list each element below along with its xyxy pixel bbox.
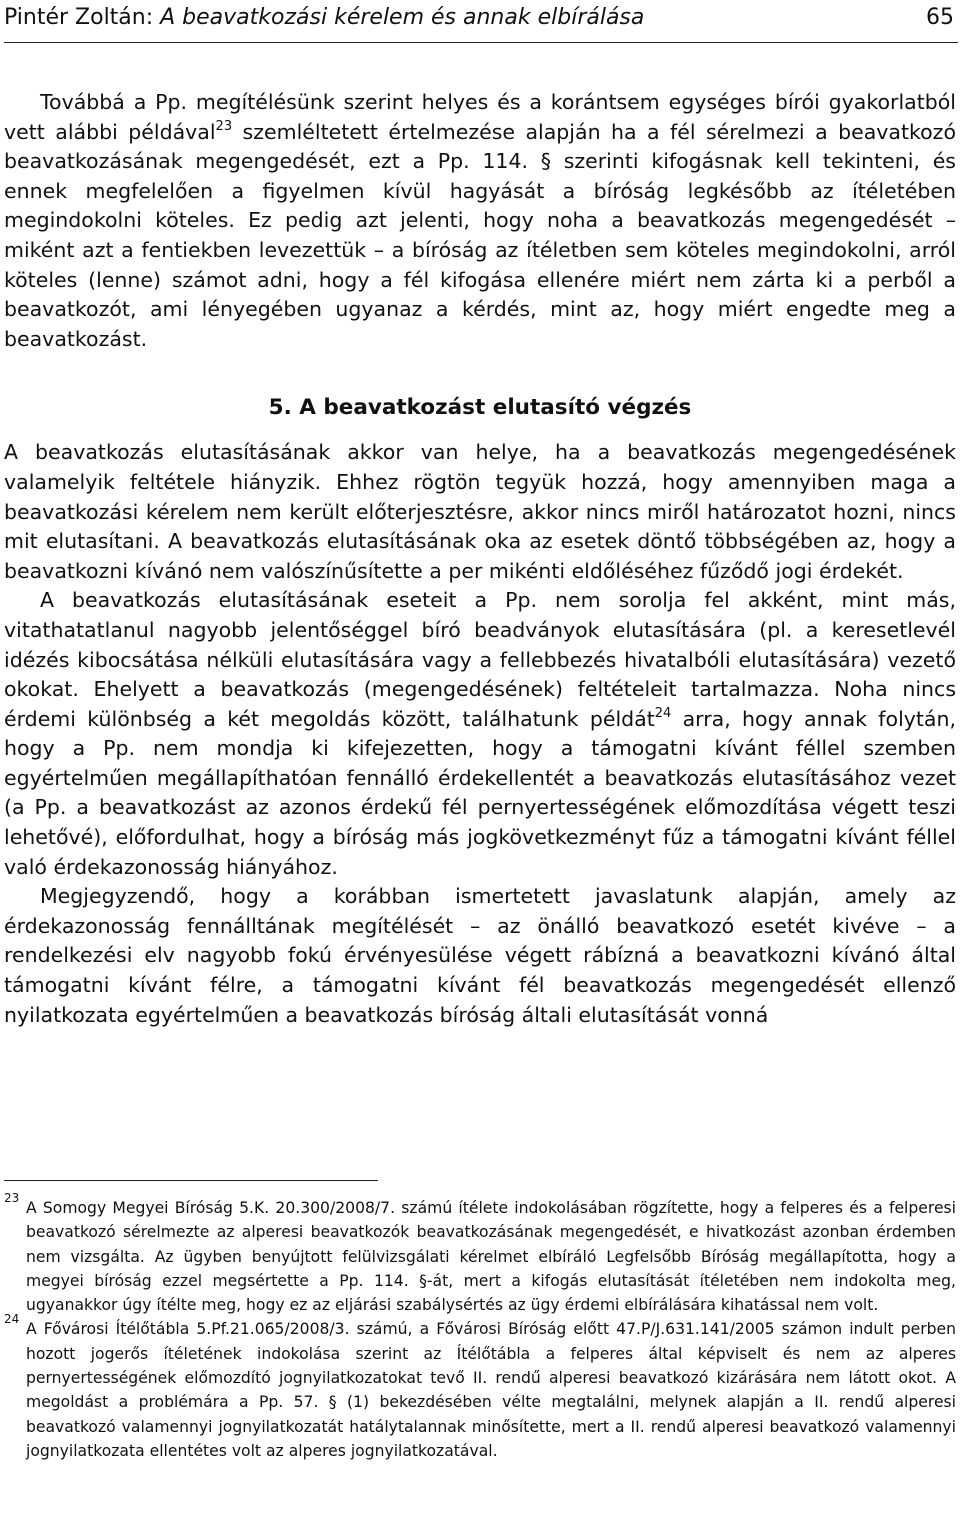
main-text <box>4 88 956 1030</box>
footnote-ref-24: 24 <box>654 705 672 721</box>
paragraph-1-text-b: szemléltetett értelmezése alapján ha a fél sérelmezi a beavatkozó beavatkozásának megengedését, ezt a Pp. 114. § szerinti kifogásnak kell tekinteni, és ennek megfelelően a figyelmen kívül hagyását a bíróság legkésőbb az ítéletében megindokolni köteles. Ez pedig azt jelenti, hogy noha a beavatkozás megengedését – miként azt a fentiekben levezettük – a bíróság az ítéletben sem köteles megindokolni, arról köteles (lenne) számot adni, hogy a fél kifogása ellenére miért nem zárta ki a perből a beavatkozót, ami lényegében ugyanaz a kérdés, mint az, hogy miért engedte meg a beavatkozást. <box>4 119 956 351</box>
paragraph-3 <box>4 586 956 882</box>
header-author: Pintér Zoltán: <box>4 5 161 30</box>
paragraph-4: Megjegyzendő, hogy a korábban ismertetett javaslatunk alapján, amely az érdekazonosság fennálltának megítélését – az önálló beavatkozó esetét kivéve – a rendelkezési elv nagyobb fokú érvényesülése végett rábízná a beavatkozni kívánó által támogatni kívánt félre, a támogatni kívánt fél beavatkozás megengedését ellenző nyilatkozata egyértelműen a beavatkozás bíróság általi elutasítását vonná <box>4 884 956 1027</box>
header-author-title <box>4 4 644 32</box>
page-number: 65 <box>926 5 954 30</box>
header-divider <box>4 42 958 43</box>
paragraph-1 <box>4 88 956 354</box>
section-heading: 5. A beavatkozást elutasító végzés <box>268 395 692 421</box>
footnote-divider <box>4 1180 378 1181</box>
footnote-ref-23: 23 <box>215 118 233 134</box>
footnote-23 <box>4 1191 956 1317</box>
footnote-number: 24 <box>4 1312 20 1327</box>
footnote-text: A Fővárosi Ítélőtábla 5.Pf.21.065/2008/3. számú, a Fővárosi Bíróság előtt 47.P/J.631.141/2005 számon indult perben hozott jogerős ítéletének indokolása szerint az Ítélőtábla a felperes által képviselt és nem az alperes pernyertességének előmozdító jognyilatkozatokat tevő II. rendű alperesi beavatkozó kizárására nem látott okot. A megoldást a problémára a Pp. 57. § (1) bekezdésében vélte megtalálni, melynek alapján a II. rendű alperesi beavatkozó valamennyi jognyilatkozatát hatálytalannak minősítette, mert a II. rendű alperesi beavatkozó valamennyi jognyilatkozata ellentétes volt az alperes jognyilatkozatával. <box>26 1320 956 1460</box>
paragraph-3-text-b: arra, hogy annak folytán, hogy a Pp. nem mondja ki kifejezetten, hogy a támogatni kívánt féllel szemben egyértelműen megállapíthatóan fennálló érdekellentét a beavatkozás elutasításához vezet (a Pp. a beavatkozást az azonos érdekű fél pernyertességének előmozdítása végett teszi lehetővé), előfordulhat, hogy a bíróság más jogkövetkezményt fűz a támogatni kívánt féllel való érdekazonosság hiányához. <box>4 706 957 879</box>
paragraph-3-text-a: A beavatkozás elutasításának eseteit a Pp. nem sorolja fel akként, mint más, vitathatatlanul nagyobb jelentőséggel bíró beadványok elutasítására (pl. a keresetlevél idézés kibocsátása nélküli elutasítására vagy a fellebbezés hivatalbóli elutasítására) vezető okokat. Ehelyett a beavatkozás (megengedésének) feltételeit tartalmazza. Noha nincs érdemi különbség a két megoldás között, találhatunk példát <box>4 588 956 731</box>
footnote-number: 23 <box>4 1191 20 1205</box>
footnotes <box>4 1191 956 1463</box>
header-title: A beavatkozási kérelem és annak elbírálása <box>160 5 645 30</box>
paragraph-1-text-a: Továbbá a Pp. megítélésünk szerint helyes és a korántsem egységes bírói gyakorlatból vett alábbi példával <box>4 90 956 144</box>
running-header <box>4 4 956 34</box>
footnote-text: A Somogy Megyei Bíróság 5.K. 20.300/2008/7. számú ítélete indokolásában rögzítette, hogy a felperes és a felperesi beavatkozó sérelmezte az alperesi beavatkozók beavatkozásának megengedését, e hivatkozást azonban érdemben nem vizsgálta. Az ügyben benyújtott felülvizsgálati kérelmet elbíráló Legfelsőbb Bíróság megállapította, hogy a megyei bíróság ezzel megsértette a Pp. 114. §-át, mert a kifogás elutasítását ítéletében nem indokolta meg, ugyanakkor úgy ítélte meg, hogy ez az eljárási szabálysértés az ügy érdemi elbírálására kihatással nem volt. <box>26 1199 956 1315</box>
paragraph-2: A beavatkozás elutasításának akkor van helye, ha a beavatkozás megengedésének valamelyik feltétele hiányzik. Ehhez rögtön tegyük hozzá, hogy amennyiben maga a beavatkozási kérelem nem került előterjesztésre, akkor nincs miről határozatot hozni, nincs mit elutasítani. A beavatkozás elutasításának oka az esetek döntő többségében az, hogy a beavatkozni kívánó nem valószínűsítette a per mikénti eldőléséhez fűződő jogi érdekét. <box>4 440 956 583</box>
footnote-24 <box>4 1312 956 1463</box>
